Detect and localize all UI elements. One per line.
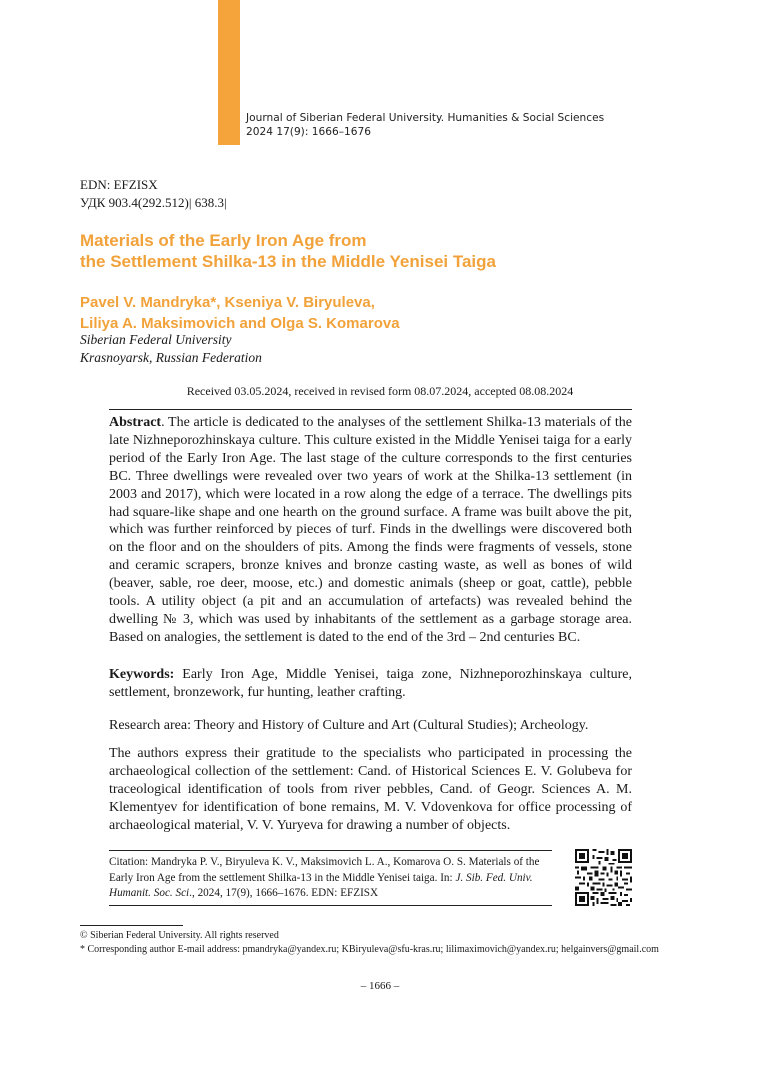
- abstract-label: Abstract: [109, 415, 162, 430]
- citation: [109, 855, 557, 902]
- keywords: [109, 666, 632, 702]
- keywords-label: Keywords:: [109, 667, 175, 682]
- journal-accent-bar: [218, 0, 240, 145]
- page-number: – 1666 –: [360, 980, 400, 992]
- edn-code: EDN: EFZISX: [80, 177, 158, 192]
- acknowledgement: The authors express their gratitude to the specialists who participated in processing the archaeological collection of the settlement: Cand. of Historical Sciences E. V. Golubeva for traceological identification of tools from river pebbles, Cand. of Geogr. Sciences A. M. Klementyev for identification of bone remains, M. V. Vdovenkova for office processing of archaeological material, V. V. Yuryeva for drawing a number of objects.: [109, 746, 632, 833]
- udc-code: УДК 903.4(292.512)| 638.3|: [80, 195, 227, 210]
- corresponding-author-note: * Corresponding author E-mail address: pmandryka@yandex.ru; KBiryuleva@sfu-kras.ru; lilimaximovich@yandex.ru; helgainvers@gmail.com: [80, 944, 659, 955]
- keywords-text: Early Iron Age, Middle Yenisei, taiga zone, Nizhneporozhinskaya culture, settlement, bronzework, fur hunting, leather crafting.: [109, 667, 632, 700]
- research-area: Research area: Theory and History of Culture and Art (Cultural Studies); Archeology.: [109, 718, 589, 733]
- footnotes: [80, 929, 680, 957]
- title-line-2: the Settlement Shilka-13 in the Middle Yenisei Taiga: [80, 252, 496, 271]
- journal-header: [246, 112, 604, 139]
- copyright-note: © Siberian Federal University. All rights reserved: [80, 930, 279, 941]
- abstract-text: . The article is dedicated to the analyses of the settlement Shilka-13 materials of the late Nizhneporozhinskaya culture. This culture existed in the Middle Yenisei taiga for a early period of the Early Iron Age. The last stage of the culture corresponds to the first centuries BC. Three dwellings were revealed over two years of work at the Shilka-13 settlement (in 2003 and 2017), which were located in a row along the edge of a terrace. The dwellings pits had square-like shape and one hearth on the ground surface. A frame was built above the pit, which was further reinforced by pieces of turf. Finds in the dwellings were discovered both on the floor and on the shoulders of pits. Among the finds were fragments of vessels, stone and ceramic scrapers, bronze knives and bronze casting waste, as well as bones of wild (beaver, sable, roe deer, moose, etc.) and domestic animals (sheep or goat, cattle), pebble tools. A utility object (a pit and an accumulation of artefacts) was revealed behind the dwelling № 3, which was used by inhabitants of the settlement as a garbage storage area. Based on analogies, the settlement is dated to the end of the 3rd – 2nd centuries BC.: [109, 415, 632, 645]
- article-title: [80, 230, 700, 272]
- abstract: [109, 414, 632, 647]
- affiliation: [80, 331, 262, 367]
- qr-code-icon[interactable]: [575, 849, 632, 906]
- authors-line-2: Liliya A. Maksimovich and Olga S. Komarova: [80, 315, 400, 332]
- footnote-divider: [80, 925, 183, 926]
- authors: [80, 292, 700, 334]
- citation-suffix: ., 2024, 17(9), 1666–1676. EDN: EFZISX: [189, 887, 379, 899]
- journal-issue: 2024 17(9): 1666–1676: [246, 125, 371, 138]
- journal-name: Journal of Siberian Federal University. Humanities & Social Sciences: [246, 112, 605, 124]
- citation-prefix: Citation: Mandryka P. V., Biryuleva K. V., Maksimovich L. A., Komarova O. S. Materials of the Early Iron Age from the settlement Shilka-13 in the Middle Yenisei taiga. In:: [109, 856, 540, 884]
- citation-journal: J. Sib. Fed. Univ. Humanit. Soc. Sci: [109, 871, 533, 899]
- abstract-divider: [109, 409, 632, 410]
- authors-line-1: Pavel V. Mandryka*, Kseniya V. Biryuleva,: [80, 294, 375, 311]
- received-dates: Received 03.05.2024, received in revised form 08.07.2024, accepted 08.08.2024: [186, 384, 574, 398]
- citation-top-divider: [109, 850, 552, 851]
- identifiers: [80, 176, 227, 212]
- affiliation-university: Siberian Federal University: [80, 332, 232, 347]
- citation-bottom-divider: [109, 905, 552, 906]
- title-line-1: Materials of the Early Iron Age from: [80, 231, 367, 250]
- affiliation-city: Krasnoyarsk, Russian Federation: [80, 350, 262, 365]
